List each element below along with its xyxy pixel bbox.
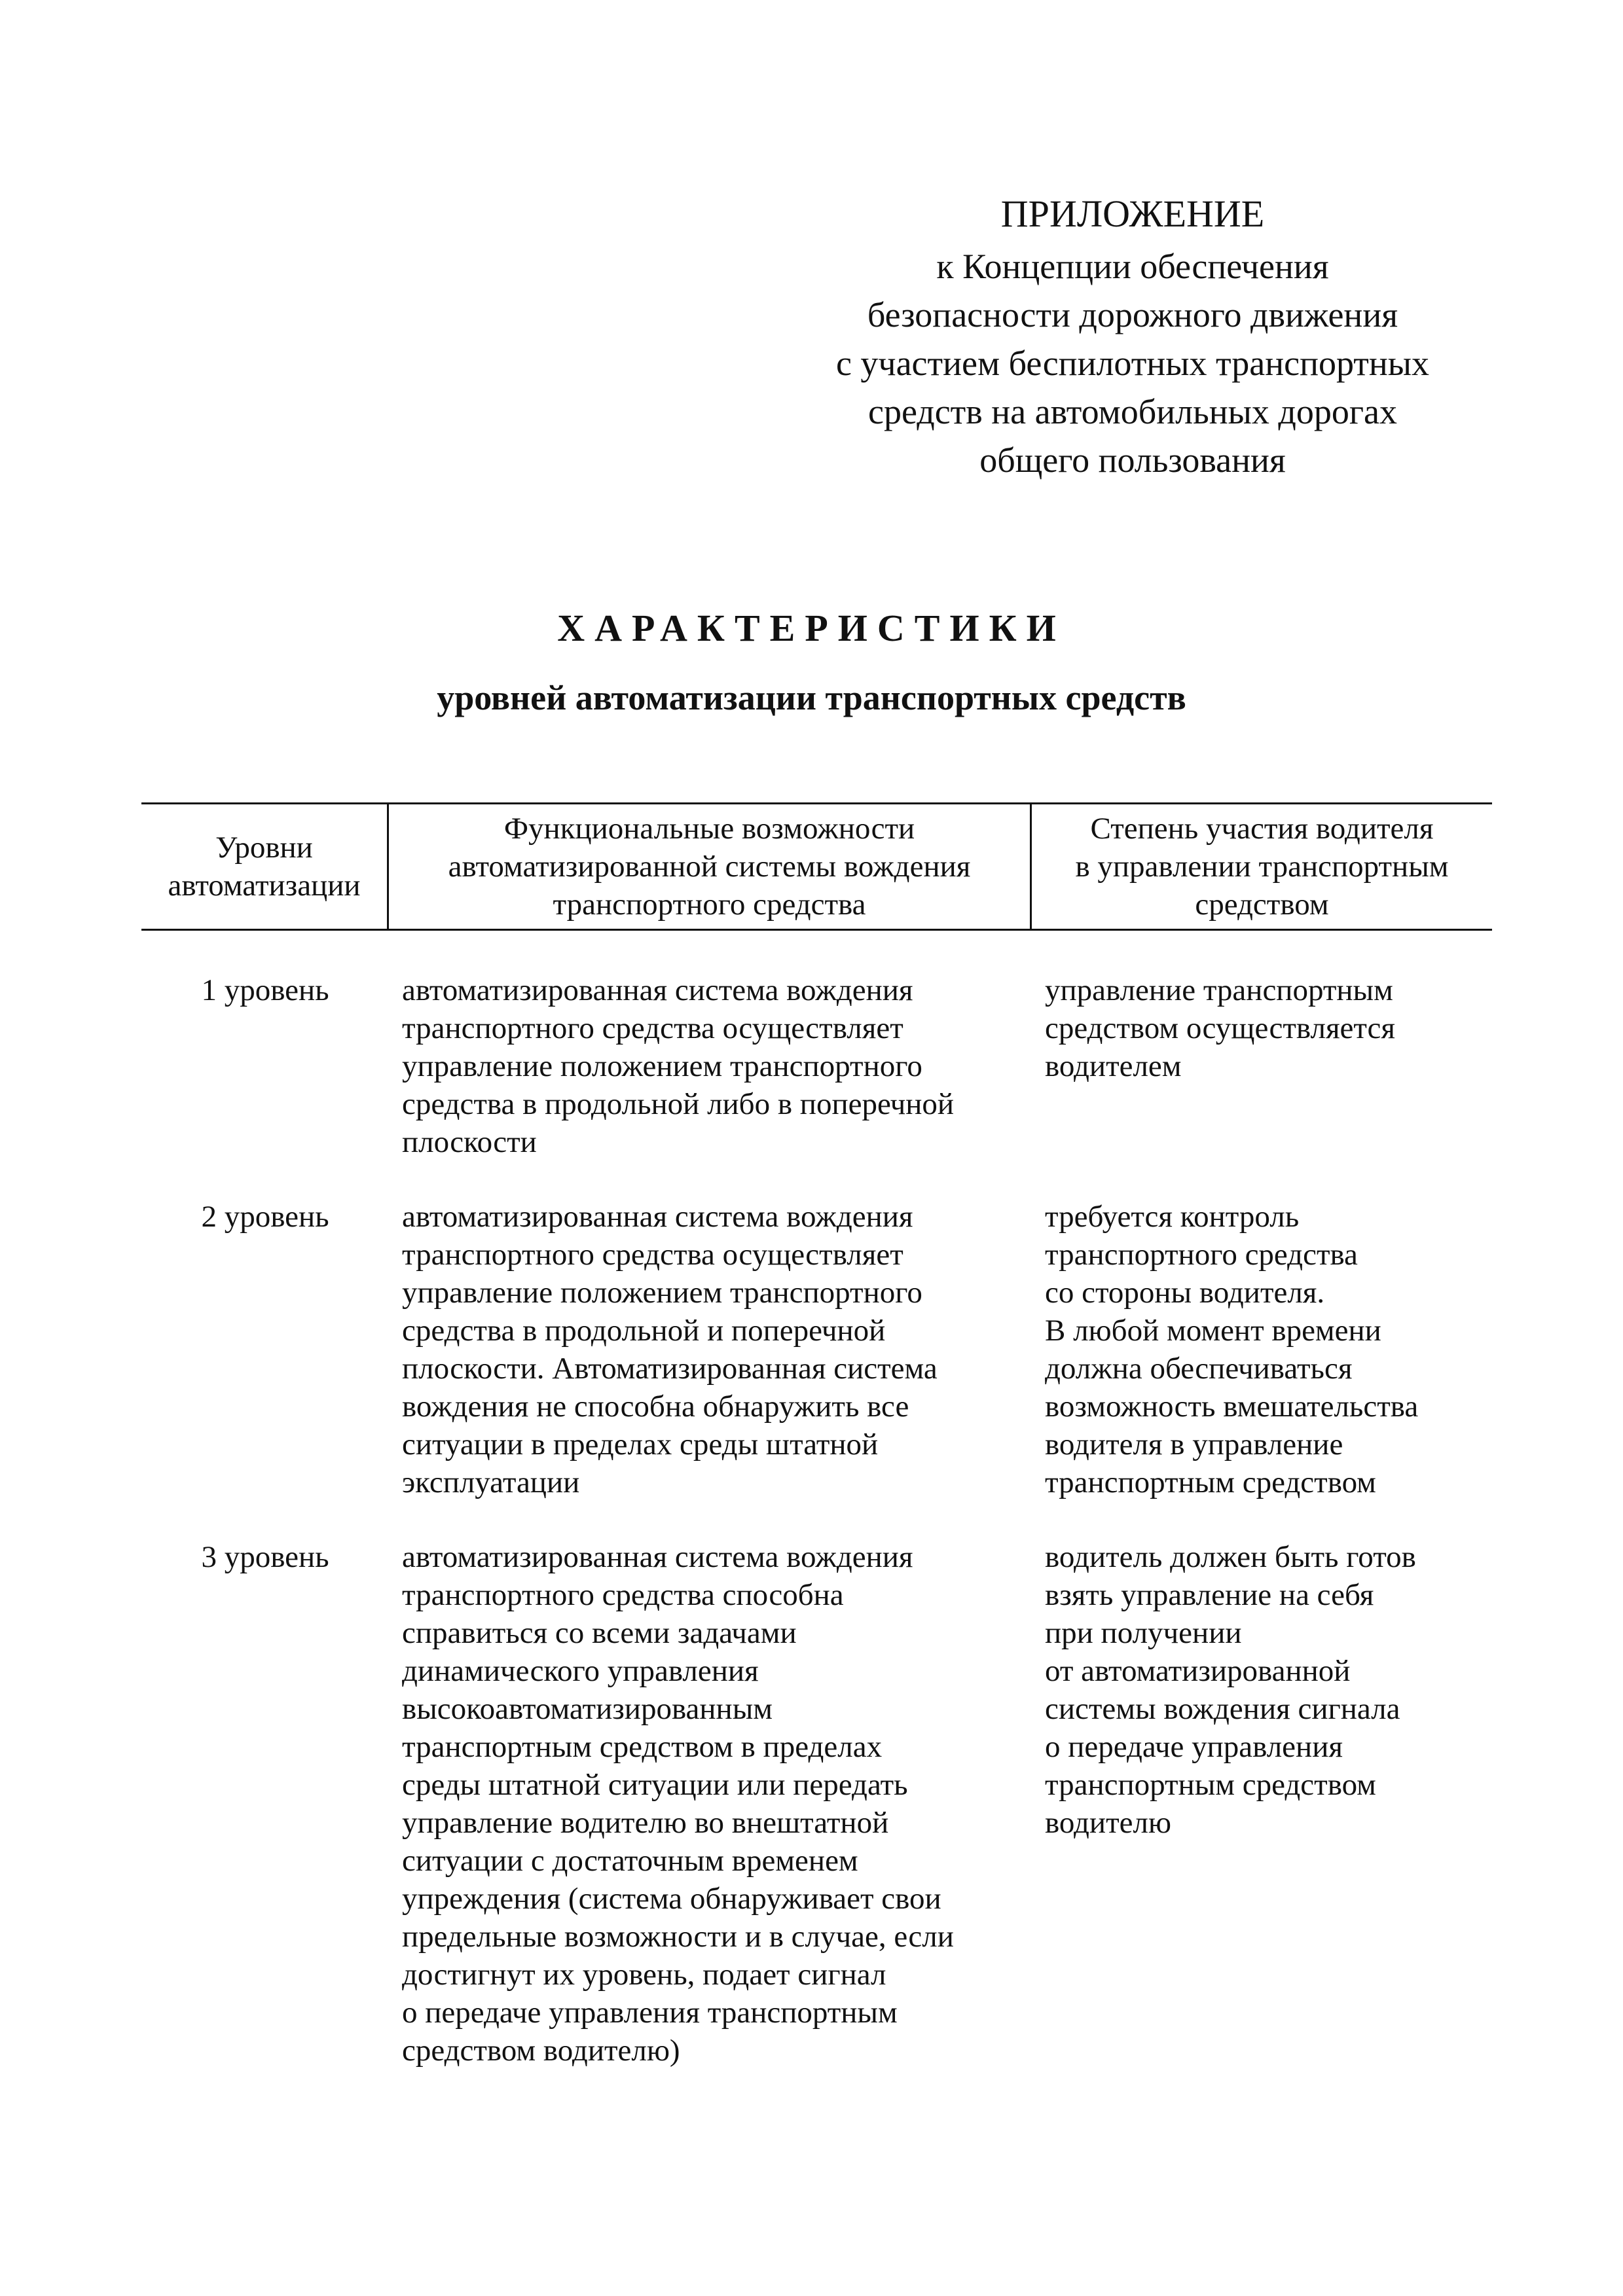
document-title [0,602,1623,724]
header-levels-text: Уровни автоматизации [168,831,361,903]
automation-levels-table [141,802,1492,2070]
title-subtitle: уровней автоматизации транспортных средств [437,678,1186,717]
row-level: 2 уровень [201,1200,329,1234]
appendix-line: к Концепции обеспечения [936,247,1329,286]
header-capabilities [389,804,1032,929]
appendix-line: общего пользования [979,440,1286,480]
header-driver-role [1032,804,1492,929]
row-driver-role: требуется контроль транспортного средства со стороны водителя. В любой момент времени должна обеспечиваться возможность вмешательства водителя в управление транспортным средством [1045,1200,1419,1499]
table-row [141,971,1492,1161]
row-capabilities: автоматизированная система вождения транспортного средства способна справиться со всеми задачами динамического управления высокоавтоматизированным транспортным средством в пределах среды штатной ситуации или передать управление водителю во внештатной ситуации с достаточным временем упреждения (система обнаруживает свои предельные возможности и в случае, если достигнут их уровень, подает сигнал о передаче управления транспортным средством водителю) [402,1540,954,2068]
appendix-line: средств на автомобильных дорогах [868,392,1397,431]
header-levels [141,804,389,929]
row-driver-role: водитель должен быть готов взять управление на себя при получении от автоматизированной системы вождения сигнала о передаче управления транспортным средством водителю [1045,1540,1416,1840]
table-header [141,802,1492,931]
title-main: ХАРАКТЕРИСТИКИ [557,607,1066,649]
header-driver-role-text: Степень участия водителя в управлении транспортным средством [1075,812,1449,922]
header-capabilities-text: Функциональные возможности автоматизированной системы вождения транспортного средства [448,812,971,922]
row-capabilities: автоматизированная система вождения транспортного средства осуществляет управление положением транспортного средства в продольной либо в поперечной плоскости [402,973,955,1159]
appendix-block [799,190,1467,484]
row-driver-role: управление транспортным средством осуществляется водителем [1045,973,1396,1083]
appendix-line: безопасности дорожного движения [867,295,1398,334]
row-level: 3 уровень [201,1540,329,1574]
table-row [141,1538,1492,2070]
table-row [141,1198,1492,1501]
appendix-line: с участием беспилотных транспортных [835,344,1430,383]
appendix-heading: ПРИЛОЖЕНИЕ [1000,192,1265,235]
row-level: 1 уровень [201,973,329,1007]
row-capabilities: автоматизированная система вождения транспортного средства осуществляет управление положением транспортного средства в продольной и поперечной плоскости. Автоматизированная система вождения не способна обнаружить все ситуации в пределах среды штатной эксплуатации [402,1200,938,1499]
